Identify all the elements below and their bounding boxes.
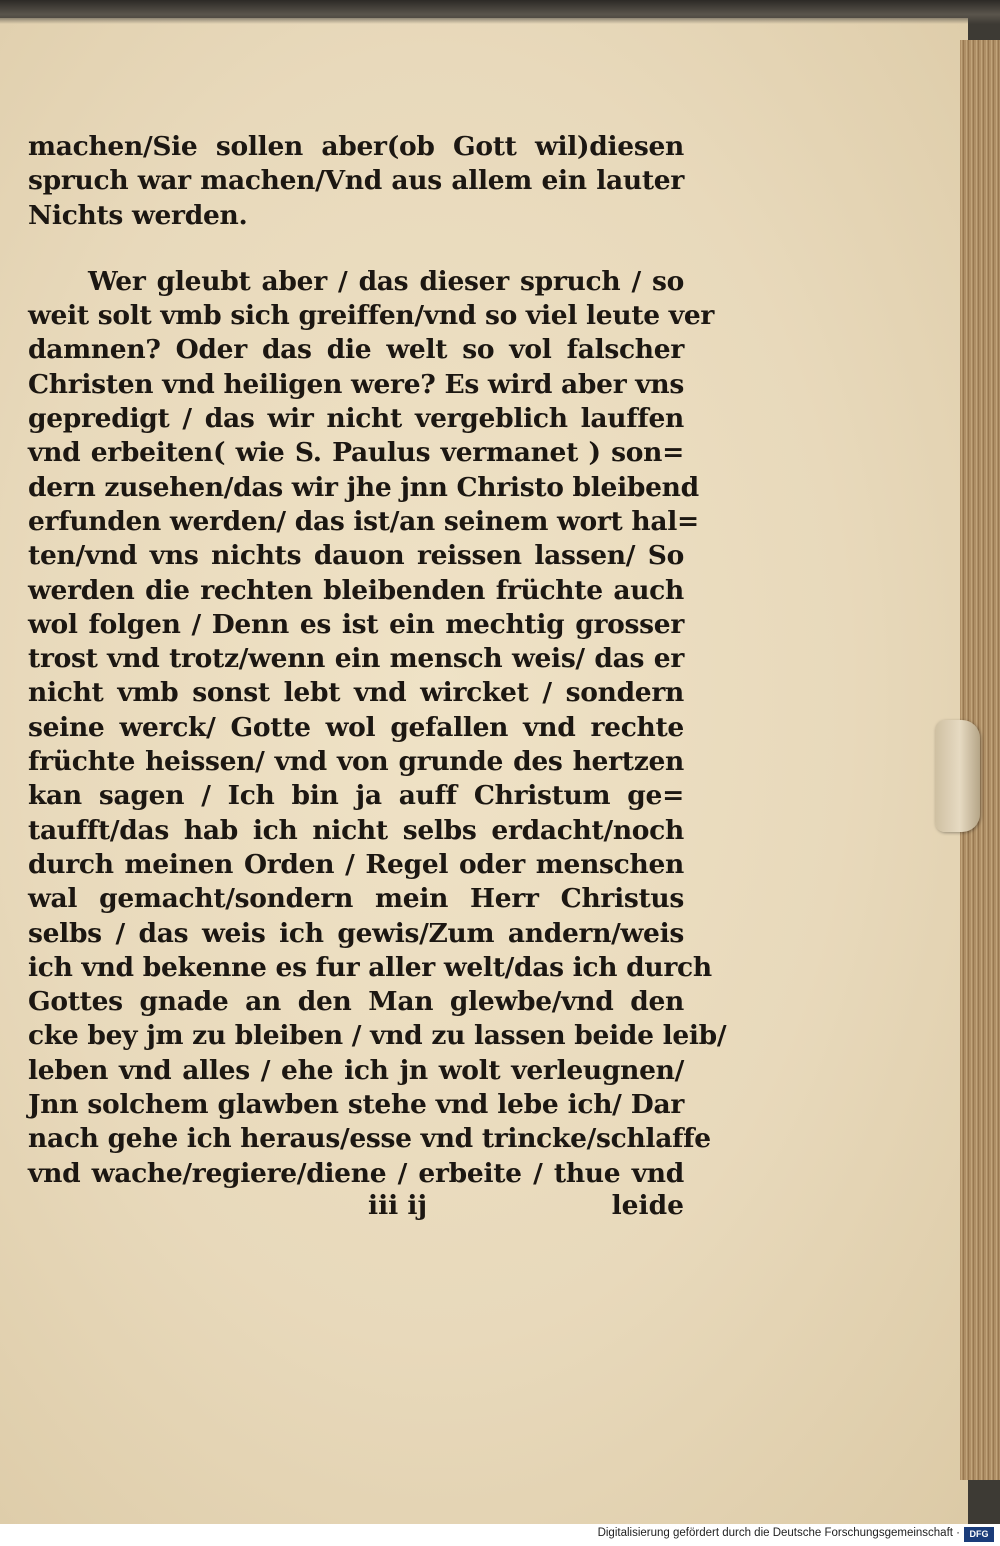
dfg-logo: DFG bbox=[964, 1527, 994, 1542]
text-line: werden die rechten bleibenden früchte auch bbox=[28, 574, 684, 606]
page-bottom-line bbox=[28, 1190, 684, 1226]
funding-credit: Digitalisierung gefördert durch die Deutsche Forschungsgemeinschaft · bbox=[597, 1527, 960, 1539]
text-line: nicht vmb sonst lebt vnd wircket / sondern bbox=[28, 677, 684, 709]
page-top-shadow bbox=[0, 0, 1000, 24]
text-line: ich vnd bekenne es fur aller welt/das ich durch bbox=[28, 951, 712, 983]
text-line: durch meinen Orden / Regel oder menschen bbox=[28, 848, 684, 880]
text-line: selbs / das weis ich gewis/Zum andern/weis bbox=[28, 917, 684, 949]
paragraph-gap bbox=[28, 233, 684, 265]
text-line: leben vnd alles / ehe ich jn wolt verleugnen/ bbox=[28, 1054, 684, 1086]
text-line: gepredigt / das wir nicht vergeblich lauffen bbox=[28, 403, 684, 435]
text-line: machen/Sie sollen aber(ob Gott wil)diesen bbox=[28, 131, 684, 162]
text-line: Nichts werden. bbox=[28, 199, 248, 231]
text-line: cke bey jm zu bleiben / vnd zu lassen beide leib/ bbox=[28, 1020, 727, 1052]
signature-mark: iii ij bbox=[368, 1190, 428, 1221]
text-line: damnen? Oder das die welt so vol falscher bbox=[28, 334, 684, 366]
text-line: weit solt vmb sich greiffen/vnd so viel leute ver bbox=[28, 300, 715, 332]
page-clip-marker bbox=[935, 720, 980, 832]
text-line: wal gemacht/sondern mein Herr Christus bbox=[28, 883, 684, 915]
text-line: nach gehe ich heraus/esse vnd trincke/schlaffe bbox=[28, 1123, 711, 1155]
text-line: Christen vnd heiligen were? Es wird aber vns bbox=[28, 368, 684, 400]
text-line: Jnn solchem glawben stehe vnd lebe ich/ Dar bbox=[28, 1089, 684, 1121]
text-line: Gottes gnade an den Man glewbe/vnd den bbox=[28, 986, 684, 1018]
text-line: Wer gleubt aber / das dieser spruch / so bbox=[88, 265, 684, 297]
text-line: wol folgen / Denn es ist ein mechtig grosser bbox=[28, 608, 684, 640]
text-line: kan sagen / Ich bin ja auff Christum ge= bbox=[28, 780, 684, 812]
text-line: spruch war machen/Vnd aus allem ein lauter bbox=[28, 165, 684, 197]
text-line: vnd erbeiten( wie S. Paulus vermanet ) son= bbox=[28, 437, 684, 469]
text-line: seine werck/ Gotte wol gefallen vnd rechte bbox=[28, 711, 684, 743]
text-line: erfunden werden/ das ist/an seinem wort hal= bbox=[28, 505, 699, 537]
text-line: früchte heissen/ vnd von grunde des hertzen bbox=[28, 746, 684, 778]
footer-strip bbox=[0, 1524, 1000, 1546]
text-line: dern zusehen/das wir jhe jnn Christo bleibend bbox=[28, 471, 699, 503]
text-line: ten/vnd vns nichts dauon reissen lassen/ So bbox=[28, 540, 684, 572]
text-line: vnd wache/regiere/diene / erbeite / thue vnd bbox=[28, 1157, 684, 1189]
page-text bbox=[28, 130, 727, 1191]
text-line: trost vnd trotz/wenn ein mensch weis/ das er bbox=[28, 643, 684, 675]
text-line: taufft/das hab ich nicht selbs erdacht/noch bbox=[28, 814, 684, 846]
catchword: leide bbox=[611, 1190, 684, 1221]
